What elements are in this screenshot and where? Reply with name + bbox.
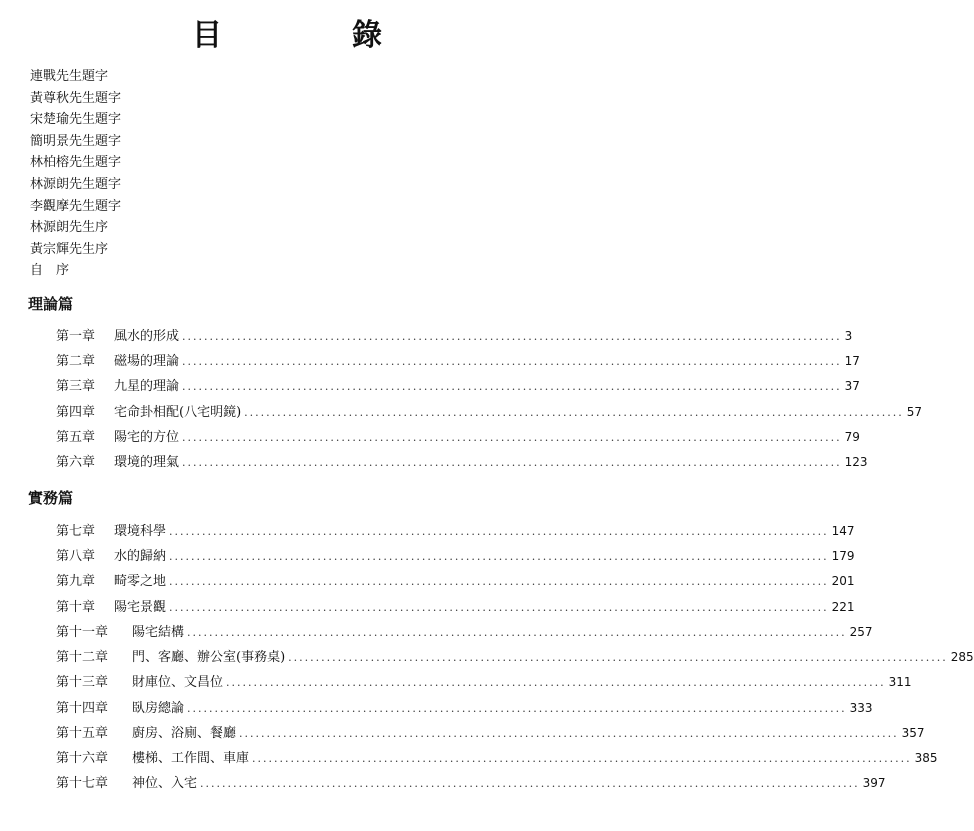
chapter-list-theory (56, 324, 923, 475)
chapter-title: 神位、入宅 (132, 776, 198, 792)
chapter-number: 第一章 (56, 329, 96, 344)
dot-leader: ........................................................................................................................ (182, 430, 842, 444)
front-matter-item[interactable]: 宋楚瑜先生題字 (30, 112, 122, 128)
chapter-page-number: 3 (844, 329, 853, 343)
chapter-title: 臥房總論 (132, 700, 185, 716)
chapter-title: 畸零之地 (114, 574, 167, 590)
chapter-page-number: 257 (849, 625, 873, 639)
dot-leader: ........................................................................................................................ (182, 355, 842, 369)
chapter-number: 第十二章 (56, 650, 109, 666)
chapter-entry[interactable] (56, 620, 873, 645)
chapter-title: 門、客廳、辦公室(事務桌) (132, 650, 286, 666)
chapter-title: 風水的形成 (114, 329, 180, 344)
chapter-page-number: 385 (914, 750, 938, 765)
chapter-entry[interactable] (56, 450, 868, 475)
chapter-title: 宅命卦相配(八宅明鏡) (114, 404, 242, 420)
dot-leader: ........................................................................................................................ (169, 600, 829, 614)
chapter-title: 陽宅景觀 (114, 599, 167, 615)
chapter-entry[interactable] (56, 425, 860, 450)
dot-leader: ........................................................................................................................ (187, 701, 847, 715)
chapter-number: 第二章 (56, 354, 96, 370)
chapter-page-number: 311 (888, 675, 912, 690)
chapter-number: 第十一章 (56, 625, 109, 640)
chapter-page-number: 201 (831, 574, 855, 589)
chapter-title: 環境科學 (114, 524, 167, 539)
chapter-entry[interactable] (56, 400, 923, 425)
chapter-entry[interactable] (56, 519, 855, 544)
dot-leader: ........................................................................................................................ (244, 405, 904, 419)
chapter-entry[interactable] (56, 544, 855, 569)
chapter-page-number: 357 (901, 725, 925, 740)
page-title: 目 錄 (192, 18, 432, 53)
chapter-page-number: 123 (844, 454, 868, 469)
chapter-entry[interactable] (56, 721, 925, 746)
front-matter-item[interactable]: 黃宗輝先生序 (30, 241, 109, 257)
dot-leader: ........................................................................................................................ (182, 330, 842, 343)
chapter-list-practice-b (56, 620, 974, 796)
front-matter-item[interactable]: 黃尊秋先生題字 (30, 90, 122, 106)
front-matter-item[interactable]: 林源朗先生序 (30, 220, 109, 236)
chapter-page-number: 147 (831, 524, 855, 538)
front-matter-item[interactable]: 林柏榕先生題字 (30, 155, 122, 171)
chapter-title: 陽宅的方位 (114, 429, 180, 445)
chapter-title: 磁場的理論 (114, 354, 180, 370)
dot-leader: ........................................................................................................................ (239, 726, 899, 740)
chapter-entry[interactable] (56, 771, 886, 796)
chapter-number: 第八章 (56, 549, 96, 565)
chapter-title: 財庫位、文昌位 (132, 675, 224, 691)
dot-leader: ........................................................................................................................ (169, 525, 829, 538)
dot-leader: ........................................................................................................................ (252, 751, 912, 765)
chapter-entry[interactable] (56, 746, 938, 771)
chapter-entry[interactable] (56, 595, 855, 620)
chapter-page-number: 221 (831, 599, 855, 614)
dot-leader: ........................................................................................................................ (200, 777, 860, 791)
chapter-entry[interactable] (56, 670, 912, 695)
dot-leader: ........................................................................................................................ (169, 550, 829, 564)
chapter-title: 環境的理氣 (114, 454, 180, 470)
chapter-title: 樓梯、工作間、車庫 (132, 750, 250, 766)
chapter-number: 第五章 (56, 429, 96, 445)
chapter-entry[interactable] (56, 374, 860, 399)
front-matter-item[interactable]: 簡明景先生題字 (30, 133, 122, 149)
dot-leader: ........................................................................................................................ (182, 380, 842, 394)
chapter-number: 第十三章 (56, 675, 109, 691)
chapter-number: 第十章 (56, 599, 96, 615)
front-matter-item[interactable]: 自 序 (30, 263, 70, 279)
dot-leader: ........................................................................................................................ (182, 455, 842, 469)
chapter-number: 第十六章 (56, 750, 109, 766)
chapter-page-number: 397 (862, 776, 886, 791)
chapter-page-number: 17 (844, 354, 860, 369)
chapter-entry[interactable] (56, 324, 853, 349)
chapter-title: 九星的理論 (114, 379, 180, 395)
front-matter-item[interactable]: 連戰先生題字 (30, 69, 109, 84)
chapter-number: 第十七章 (56, 776, 109, 792)
chapter-page-number: 179 (831, 549, 855, 564)
chapter-number: 第十五章 (56, 725, 109, 741)
section-heading-theory: 理論篇 (28, 295, 74, 313)
chapter-title: 陽宅結構 (132, 625, 185, 640)
front-matter-item[interactable]: 李觀摩先生題字 (30, 198, 122, 214)
chapter-number: 第六章 (56, 454, 96, 470)
dot-leader: ........................................................................................................................ (187, 626, 847, 639)
chapter-number: 第四章 (56, 404, 96, 420)
chapter-number: 第七章 (56, 524, 96, 539)
chapter-title: 廚房、浴廁、餐廳 (132, 725, 237, 741)
dot-leader: ........................................................................................................................ (288, 651, 948, 665)
chapter-number: 第十四章 (56, 700, 109, 716)
chapter-list-practice-a (56, 519, 855, 620)
section-heading-practice: 實務篇 (28, 489, 74, 507)
chapter-page-number: 285 (950, 650, 974, 665)
chapter-entry[interactable] (56, 349, 860, 374)
chapter-number: 第三章 (56, 379, 96, 395)
chapter-number: 第九章 (56, 574, 96, 590)
front-matter-list (30, 66, 121, 282)
chapter-entry[interactable] (56, 696, 873, 721)
dot-leader: ........................................................................................................................ (169, 575, 829, 589)
chapter-page-number: 79 (844, 429, 860, 444)
dot-leader: ........................................................................................................................ (226, 676, 886, 690)
chapter-page-number: 37 (844, 379, 860, 394)
chapter-page-number: 333 (849, 700, 873, 715)
chapter-entry[interactable] (56, 645, 974, 670)
chapter-title: 水的歸納 (114, 549, 167, 565)
front-matter-item[interactable]: 林源朗先生題字 (30, 176, 122, 192)
chapter-page-number: 57 (906, 404, 923, 419)
chapter-entry[interactable] (56, 569, 855, 594)
